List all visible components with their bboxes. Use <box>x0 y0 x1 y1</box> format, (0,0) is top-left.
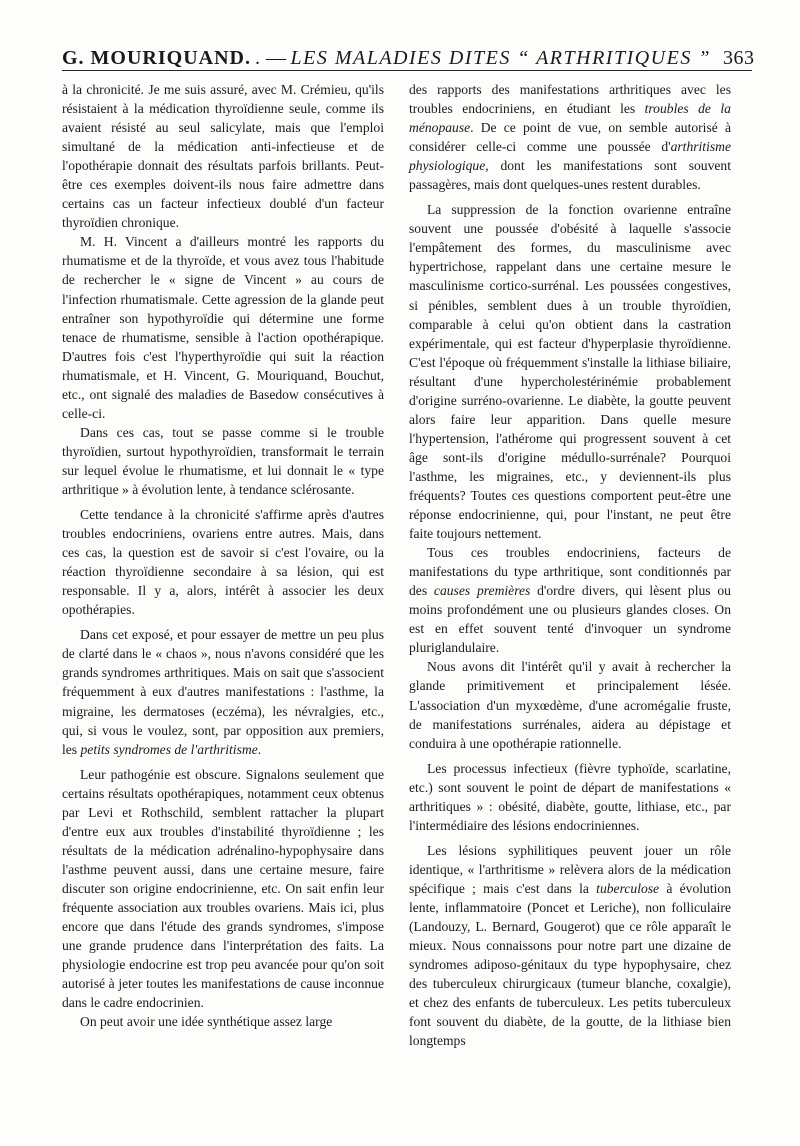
right-paragraph-5: Les processus infectieux (fièvre typhoïde, scarlatine, etc.) sont souvent le point de départ de manifestations « arthritiques » : obésité, diabète, goutte, lithiase, etc., par l'intermédiaire des lésions endocriniennes. <box>409 760 731 833</box>
left-paragraph-3: Dans ces cas, tout se passe comme si le trouble thyroïdien, surtout hypothyroïdien, transformait le terrain sur lequel évolue le rhumatisme, et lui donnait le « type arthritique » à évolution lente, à tendance sclérosante. <box>62 424 384 497</box>
left-paragraph-5 <box>62 625 384 758</box>
right-p3-italic: causes premières <box>433 583 531 599</box>
left-paragraph-2: M. H. Vincent a d'ailleurs montré les rapports du rhumatisme et de la thyroïde, et vous avez tous l'habitude de rechercher le « signe de Vincent » au cours de l'infection rhumatismale. Cette agression de la glande peut entraîner son hypothyroïdie qui détermine une forme tenace de rhumatisme, sensible à l'action opothérapique. D'autres fois c'est l'hyperthyroïdie qui suit la réaction rhumatismale, et H. Vincent, G. Mouriquand, Bouchut, etc., ont signalé des maladies de Basedow consécutives à celle-ci. <box>62 234 384 421</box>
left-column <box>62 80 384 1031</box>
left-p5-text-b: . <box>257 741 262 757</box>
left-p5-italic: petits syndromes de l'arthritisme <box>80 741 258 757</box>
header-author: G. MOURIQUAND. <box>62 47 251 69</box>
right-paragraph-2: La suppression de la fonction ovarienne entraîne souvent une poussée d'obésité à laquelle s'associe l'empâtement des formes, du masculinisme avec hypertrichose, rappelant dans une certaine mesure le masculinisme cortico-surrénal. Les poussées congestives, si pénibles, semblent dues à un trouble thyroïdien, comparable à celui qu'on obtient dans la castration expérimentale, qui est facteur d'hyperplasie thyroïdienne. C'est l'époque où fréquemment s'installe la lithiase biliaire, résultant d'une hypercholestérinémie probablement d'origine surréno-ovarienne. Le diabète, la goutte peuvent alors faire leur apparition. Dans quelle mesure l'hypertension, l'athérome qui progressent souvent à cet âge sont-ils d'origine médullo-surrénale? Pourquoi l'asthme, les migraines, etc., y deviennent-ils plus fréquents? Toutes ces questions comportent peut-être une réponse endocrinienne, qui, pour l'instant, ne peut être faite toujours nettement. <box>409 202 731 542</box>
header-separator: . — <box>255 47 287 69</box>
left-paragraph-4: Cette tendance à la chronicité s'affirme après d'autres troubles endocriniens, ovariens entre autres. Mais, dans ces cas, la question est de savoir si c'est l'ovaire, ou la réaction thyroïdienne secondaire à sa lésion, qui est responsable. Il y a, alors, intérêt à associer les deux opothérapies. <box>62 507 384 618</box>
right-p3-text-b: d'ordre divers, qui lèsent plus ou moins profondément une ou plusieurs glandes closes. On est en effet souvent tenté d'invoquer un syndrome pluriglandulaire. <box>409 583 731 656</box>
right-p1-text-c: , dont les manifestations sont souvent passagères, mais dont quelques-unes restent durables. <box>409 158 731 193</box>
right-paragraph-3 <box>409 543 731 657</box>
header-left <box>62 47 711 70</box>
left-paragraph-7: On peut avoir une idée synthétique assez large <box>80 1014 333 1030</box>
right-paragraph-6 <box>409 841 731 1051</box>
right-p3-text-a: Tous ces troubles endocriniens, facteurs de manifestations du type arthritique, sont conditionnés par des <box>409 545 731 599</box>
right-paragraph-4: Nous avons dit l'intérêt qu'il y avait à rechercher la glande primitivement et principalement lésée. L'association d'un myxœdème, d'une acromégalie fruste, de manifestations surrénales, aidera au dépistage et conduira à une opothérapie rationnelle. <box>409 659 731 751</box>
right-p6-text-b: à évolution lente, inflammatoire (Poncet et Leriche), non folliculaire (Landouzy, L. Bernard, Gougerot) que ce rôle apparaît le mieux. Nous connaissons pour notre part une dizaine de syndromes adiposo-génitaux du type hypophysaire, chez des tuberculeux chirurgicaux (tumeur blanche, coxalgie), et chez des enfants de tuberculeux. Les petits tuberculeux font souvent du diabète, de la goutte, de la lithiase bien longtemps <box>409 880 731 1049</box>
right-p1-text-b: . De ce point de vue, on semble autorisé à considérer celle-ci comme une poussée d' <box>409 120 731 155</box>
page-number: 363 <box>722 47 755 69</box>
right-p1-italic-1: troubles de la ménopause <box>409 101 731 136</box>
right-paragraph-1 <box>409 80 731 194</box>
right-p1-italic-2: arthritisme physiologique <box>409 139 731 174</box>
right-column <box>409 80 731 1050</box>
running-header <box>62 40 755 71</box>
right-p6-italic: tuberculose <box>596 880 660 896</box>
right-p1-text-a: des rapports des manifestations arthritiques avec les troubles endocriniens, en étudiant les <box>409 82 731 117</box>
left-paragraph-6: Leur pathogénie est obscure. Signalons seulement que certains résultats opothérapiques, notamment ceux obtenus par Levi et Rothschild, semblent rattacher la plupart d'entre eux aux troubles d'instabilité thyroïdienne ; les résultats de la médication adrénalino-hypophysaire dans l'asthme peuvent aussi, dans une certaine mesure, faire discuter son origine endocrinienne, etc. On sait enfin leur fréquente association aux troubles ovariens. Mais ici, plus encore que dans l'étude des grands syndromes, s'impose une grande prudence dans l'interprétation des faits. La physiologie endocrine est trop peu avancée pour qu'on soit autorisé à jeter toutes les manifestations de cause inconnue dans le cadre endocrinien. <box>62 766 384 1011</box>
left-p5-text-a: Dans cet exposé, et pour essayer de mettre un peu plus de clarté dans le « chaos », nous n'avons considéré que les grands syndromes arthritiques. Mais on sait que s'associent fréquemment à eux d'autres manifestations : l'asthme, la migraine, les dermatoses (eczéma), les névralgies, etc., qui, si vous le voulez, sont, par opposition aux premiers, les <box>62 627 384 757</box>
right-p6-text-a: Les lésions syphilitiques peuvent jouer un rôle identique, « l'arthritisme » relèvera alors de la médication spécifique ; mais c'est dans la <box>409 842 731 896</box>
header-subtitle: LES MALADIES DITES “ ARTHRITIQUES ” <box>290 47 711 69</box>
left-paragraph-1: à la chronicité. Je me suis assuré, avec M. Crémieu, qu'ils résistaient à la médication thyroïdienne seule, comme ils avaient résisté au seul salicylate, mais que l'emploi simultané de la médication anti-infectieuse et de l'opothérapie donnait des résultats parfois brillants. Peut-être ces exemples doivent-ils nous faire admettre dans certains cas un facteur infectieux doublé d'un facteur thyroïdien chronique. <box>62 82 384 231</box>
